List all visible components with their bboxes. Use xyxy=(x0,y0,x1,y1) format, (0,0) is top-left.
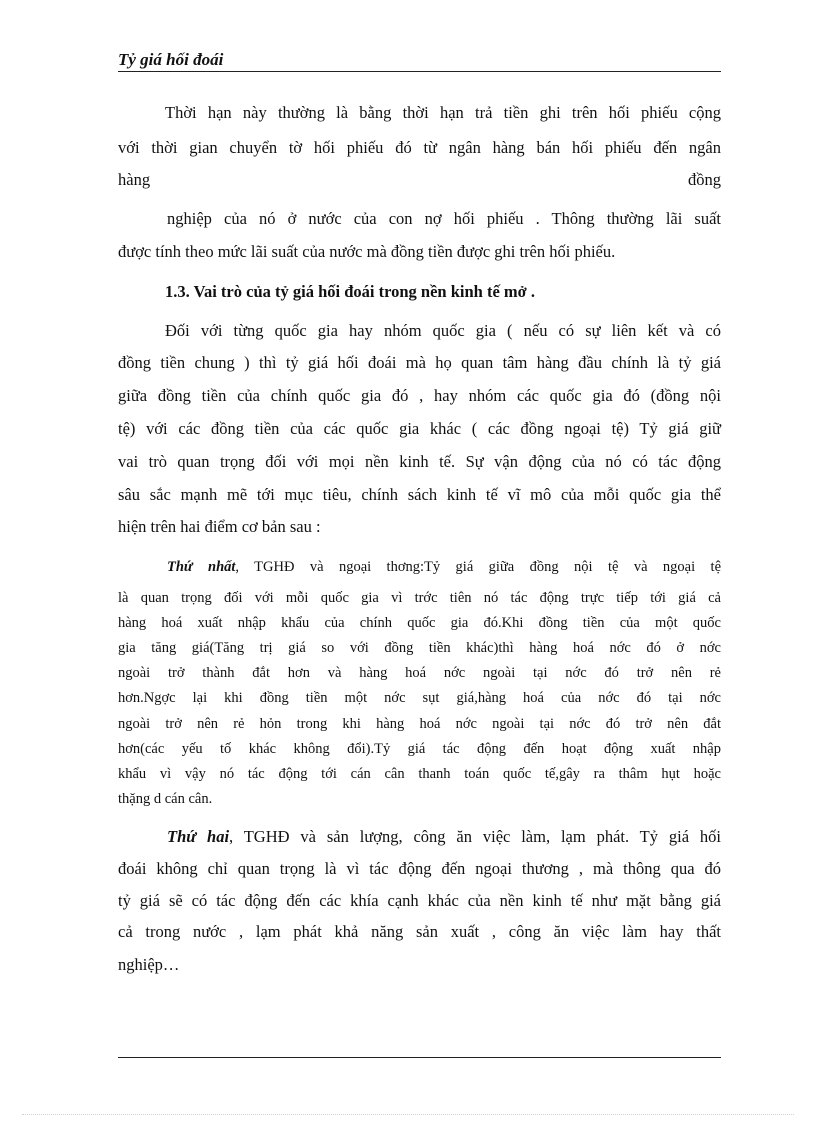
footer-rule xyxy=(118,1057,721,1058)
header-rule xyxy=(118,71,721,72)
para3-line-3: hàng hoá xuất nhập khẩu của chính quốc gia đó.Khi đồng tiền của một quốc xyxy=(118,615,721,631)
para2-line-3: giữa đồng tiền của chính quốc gia đó , hay nhóm các quốc gia đó (đồng nội xyxy=(118,386,721,405)
para1-line-3 xyxy=(118,170,721,190)
para2-line-7: hiện trên hai điểm cơ bản sau : xyxy=(118,517,321,536)
para2-line-4: tệ) với các đồng tiền của các quốc gia khác ( các đồng ngoại tệ) Tỷ giá giữ xyxy=(118,419,721,438)
page-bottom-border xyxy=(22,1114,794,1115)
para1-line-5: được tính theo mức lãi suất của nước mà đồng tiền được ghi trên hối phiếu. xyxy=(118,242,616,261)
header-title: Tỷ giá hối đoái xyxy=(118,50,224,69)
para3-line-10: thặng d cán cân. xyxy=(118,791,213,807)
para4-first-rest: , TGHĐ và sản lượng, công ăn việc làm, lạm phát. Tỷ giá hối xyxy=(229,827,721,846)
para3-line-9: khẩu vì vậy nó tác động tới cán cân thanh toán quốc tế,gây ra thâm hụt hoặc xyxy=(118,766,721,782)
para4-line-4: cả trong nước , lạm phát khả năng sản xuất , công ăn việc làm hay thất xyxy=(118,922,721,941)
para3-line-2: là quan trọng đối với mỗi quốc gia vì trớc tiên nó tác động trực tiếp tới giá cả xyxy=(118,590,721,606)
para3-first-rest: , TGHĐ và ngoại thơng:Tỷ giá giữa đồng nội tệ và ngoại tệ xyxy=(235,559,722,575)
para2-line-2: đồng tiền chung ) thì tỷ giá hối đoái mà họ quan tâm hàng đầu chính là tỷ giá xyxy=(118,353,721,372)
para4-line-3: tỷ giá sẽ có tác động đến các khía cạnh khác của nền kinh tế như mặt bằng giá xyxy=(118,891,721,910)
section-heading: 1.3. Vai trò của tỷ giá hối đoái trong nền kinh tế mở . xyxy=(165,282,536,301)
para2-line-5: vai trò quan trọng đối với mọi nền kinh tế. Sự vận động của nó có tác động xyxy=(118,452,721,471)
para1-line-4: nghiệp của nó ở nước của con nợ hối phiếu . Thông thường lãi suất xyxy=(167,209,721,228)
para3-line-8: hơn(các yếu tố khác không đổi).Tỷ giá tác động đến hoạt động xuất nhập xyxy=(118,741,721,757)
para1-split-right: đồng xyxy=(688,170,721,189)
para2-line-6: sâu sắc mạnh mẽ tới mục tiêu, chính sách kinh tế vĩ mô của mỗi quốc gia thể xyxy=(118,485,721,504)
para4-line-5: nghiệp… xyxy=(118,955,180,974)
para1-line-1: Thời hạn này thường là bằng thời hạn trả tiền ghi trên hối phiếu cộng xyxy=(165,103,721,122)
para4-line-2: đoái không chỉ quan trọng là vì tác động đến ngoại thương , mà thông qua đó xyxy=(118,859,721,878)
para2-line-1: Đối với từng quốc gia hay nhóm quốc gia ( nếu có sự liên kết và có xyxy=(165,321,721,340)
para4-line-1 xyxy=(167,827,721,847)
para3-lead: Thứ nhất xyxy=(167,559,236,575)
para1-line-2: với thời gian chuyển tờ hối phiếu đó từ ngân hàng bán hối phiếu đến ngân xyxy=(118,138,721,157)
para3-line-4: gia tăng giá(Tăng trị giá so với đồng tiền khác)thì hàng hoá nớc đó ở nớc xyxy=(118,640,721,656)
para1-split-left: hàng xyxy=(118,170,151,189)
para4-lead: Thứ hai xyxy=(167,827,230,846)
para3-line-6: hơn.Ngợc lại khi đồng tiền một nớc sụt giá,hàng hoá của nớc đó tại nớc xyxy=(118,690,721,706)
para3-line-1 xyxy=(167,557,721,577)
para3-line-5: ngoài trở thành đắt hơn và hàng hoá nớc ngoài tại nớc đó trở nên rẻ xyxy=(118,665,721,681)
para3-line-7: ngoài trở nên rẻ hỏn trong khi hàng hoá nớc ngoài tại nớc đó trở nên đắt xyxy=(118,716,721,732)
